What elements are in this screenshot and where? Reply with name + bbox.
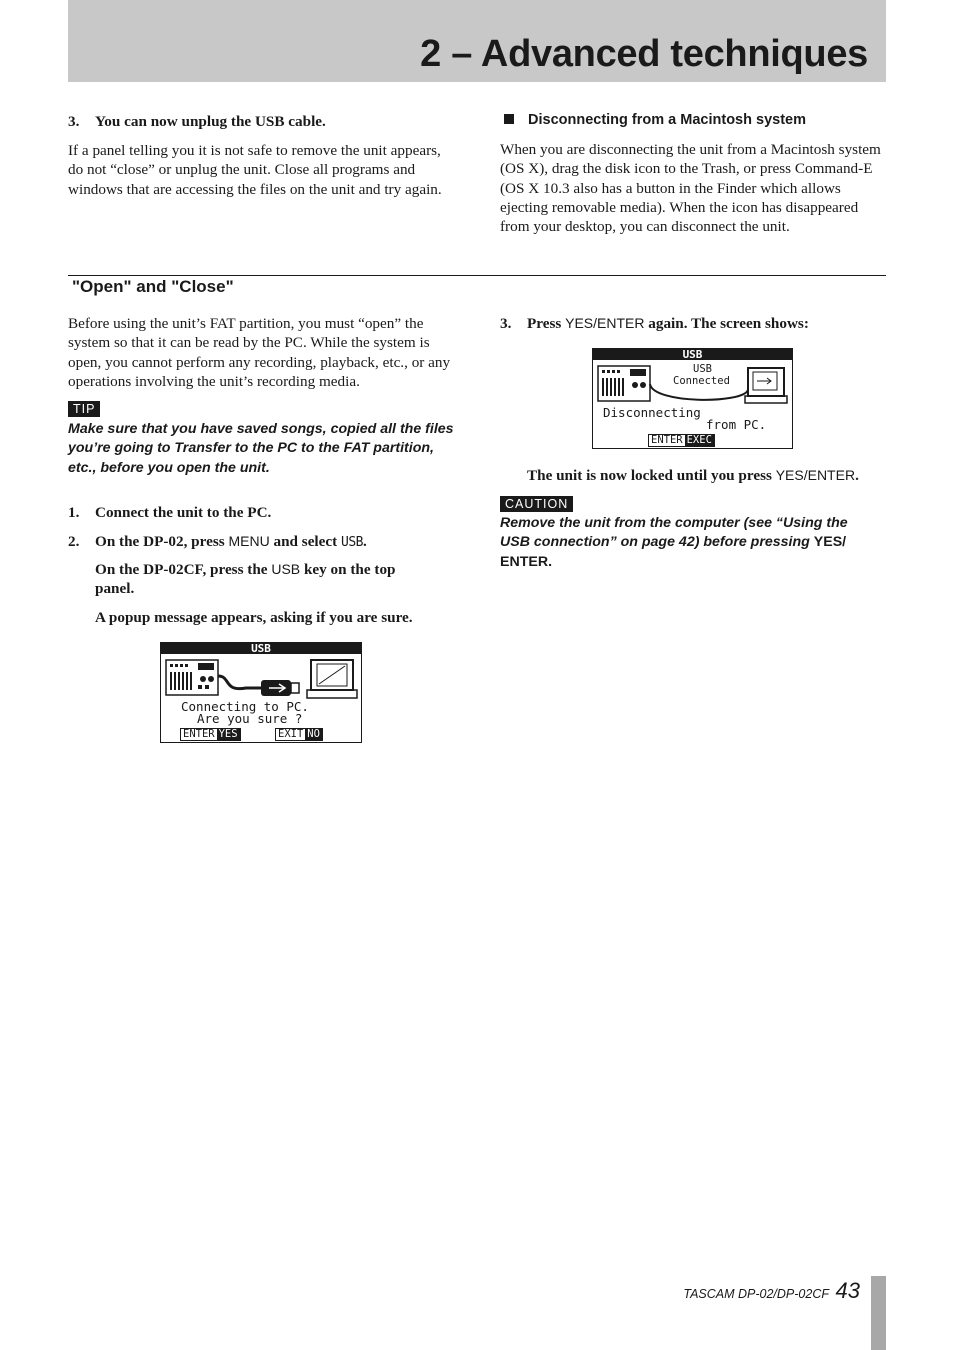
section-title: "Open" and "Close" (72, 277, 234, 296)
lcd-line-2: from PC. (706, 417, 767, 432)
lcd-key-no: NO (307, 728, 320, 740)
lcd-screen-connect (160, 642, 362, 743)
footer-brand: TASCAM DP-02/DP-02CF (683, 1287, 829, 1301)
caution-body: Remove the unit from the computer (see “Using the USB connection” on page 42) before pressing (500, 515, 848, 551)
step-text: You can now unplug the USB cable. (95, 113, 326, 130)
lcd-key-exec: EXEC (686, 434, 712, 446)
mac-heading-text: Disconnecting from a Macintosh system (528, 112, 806, 128)
intro-paragraph: Before using the unit’s FAT partition, you must “open” the system so that it can be read by the PC. While the system is open, you cannot perform any recording, playback, etc., or any operations involving the unit’s recording media. (68, 315, 451, 390)
lcd-enter-yes-button (180, 728, 241, 741)
step-popup: A popup message appears, asking if you are sure. (95, 609, 413, 626)
step-menu (68, 532, 458, 552)
step-dp02cf (95, 560, 425, 598)
locked-note (527, 466, 889, 485)
menu-key-label: MENU (228, 533, 270, 549)
caution-punct: . (548, 553, 553, 570)
lcd-exit-no-button (275, 728, 323, 741)
page-number: 43 (835, 1278, 860, 1303)
lcd-line-1: Disconnecting (603, 405, 701, 420)
chapter-title: 2 – Advanced techniques (420, 33, 868, 75)
section-rule (68, 275, 886, 276)
lcd-key-enter: ENTER (651, 434, 683, 446)
usb-connect-illustration-icon (161, 654, 361, 702)
lcd-title: USB (161, 643, 361, 654)
lcd-screen-disconnect (592, 348, 793, 449)
lcd-usb-label: USB (341, 535, 363, 550)
caution-text (500, 514, 880, 572)
lcd-status-1: USB (693, 363, 712, 375)
caution-label: CAUTION (500, 496, 573, 512)
lcd-enter-exec-button (648, 434, 715, 447)
step-number: 3. (68, 113, 80, 130)
usb-key-label: USB (271, 561, 301, 577)
step-text: Connect the unit to the PC. (95, 504, 272, 521)
lcd-line-2: Are you sure ? (197, 711, 303, 726)
step-text: key on the top panel. (95, 561, 396, 597)
lcd-key-enter: ENTER (183, 728, 215, 740)
step-number: 2. (68, 533, 80, 550)
lcd-key-yes: YES (218, 728, 238, 740)
step-punct: . (362, 533, 367, 550)
yes-enter-key-label: YES/ENTER (565, 315, 645, 331)
lcd-status-2: Connected (673, 375, 730, 387)
footer-tab (871, 1276, 886, 1350)
step-text: Press (527, 315, 562, 332)
step-press-yes (500, 314, 886, 333)
step-text: and select (273, 533, 338, 550)
step-text: On the DP-02CF, press the (95, 561, 268, 578)
unplug-paragraph: If a panel telling you it is not safe to remove the unit appears, do not “close” or unplug the unit. Close all programs and windows that are accessing the files on the unit and try again. (68, 142, 442, 198)
step-unplug (68, 112, 458, 131)
square-bullet-icon (504, 114, 514, 124)
lcd-title: USB (593, 349, 792, 360)
yes-enter-key-label: YES/ENTER (775, 467, 856, 483)
tip-label: TIP (68, 401, 100, 417)
lcd-key-exit: EXIT (278, 728, 304, 740)
step-text: again. The screen shows: (648, 315, 809, 332)
step-text: On the DP-02, press (95, 533, 225, 550)
lcd-line-1: Connecting to PC. (181, 699, 309, 714)
mac-paragraph: When you are disconnecting the unit from a Macintosh system (OS X), drag the disk icon to the Trash, or press Command-E (OS X 10.3 also has a button in the Finder which allows ejecting removable media). When the icon has disappeared from your desktop, you can disconnect the unit. (500, 141, 881, 236)
step-punct: . (855, 467, 859, 484)
tip-text: Make sure that you have saved songs, copied all the files you’re going to Transfer to the PC to the FAT partition, etc., before you open the unit. (68, 421, 454, 476)
step-number: 1. (68, 504, 80, 521)
step-number: 3. (500, 315, 512, 332)
step-text: The unit is now locked until you press (527, 467, 772, 484)
mac-heading (500, 112, 806, 128)
step-connect (68, 503, 458, 522)
yes-enter-key-label: YES/ ENTER (500, 534, 847, 570)
